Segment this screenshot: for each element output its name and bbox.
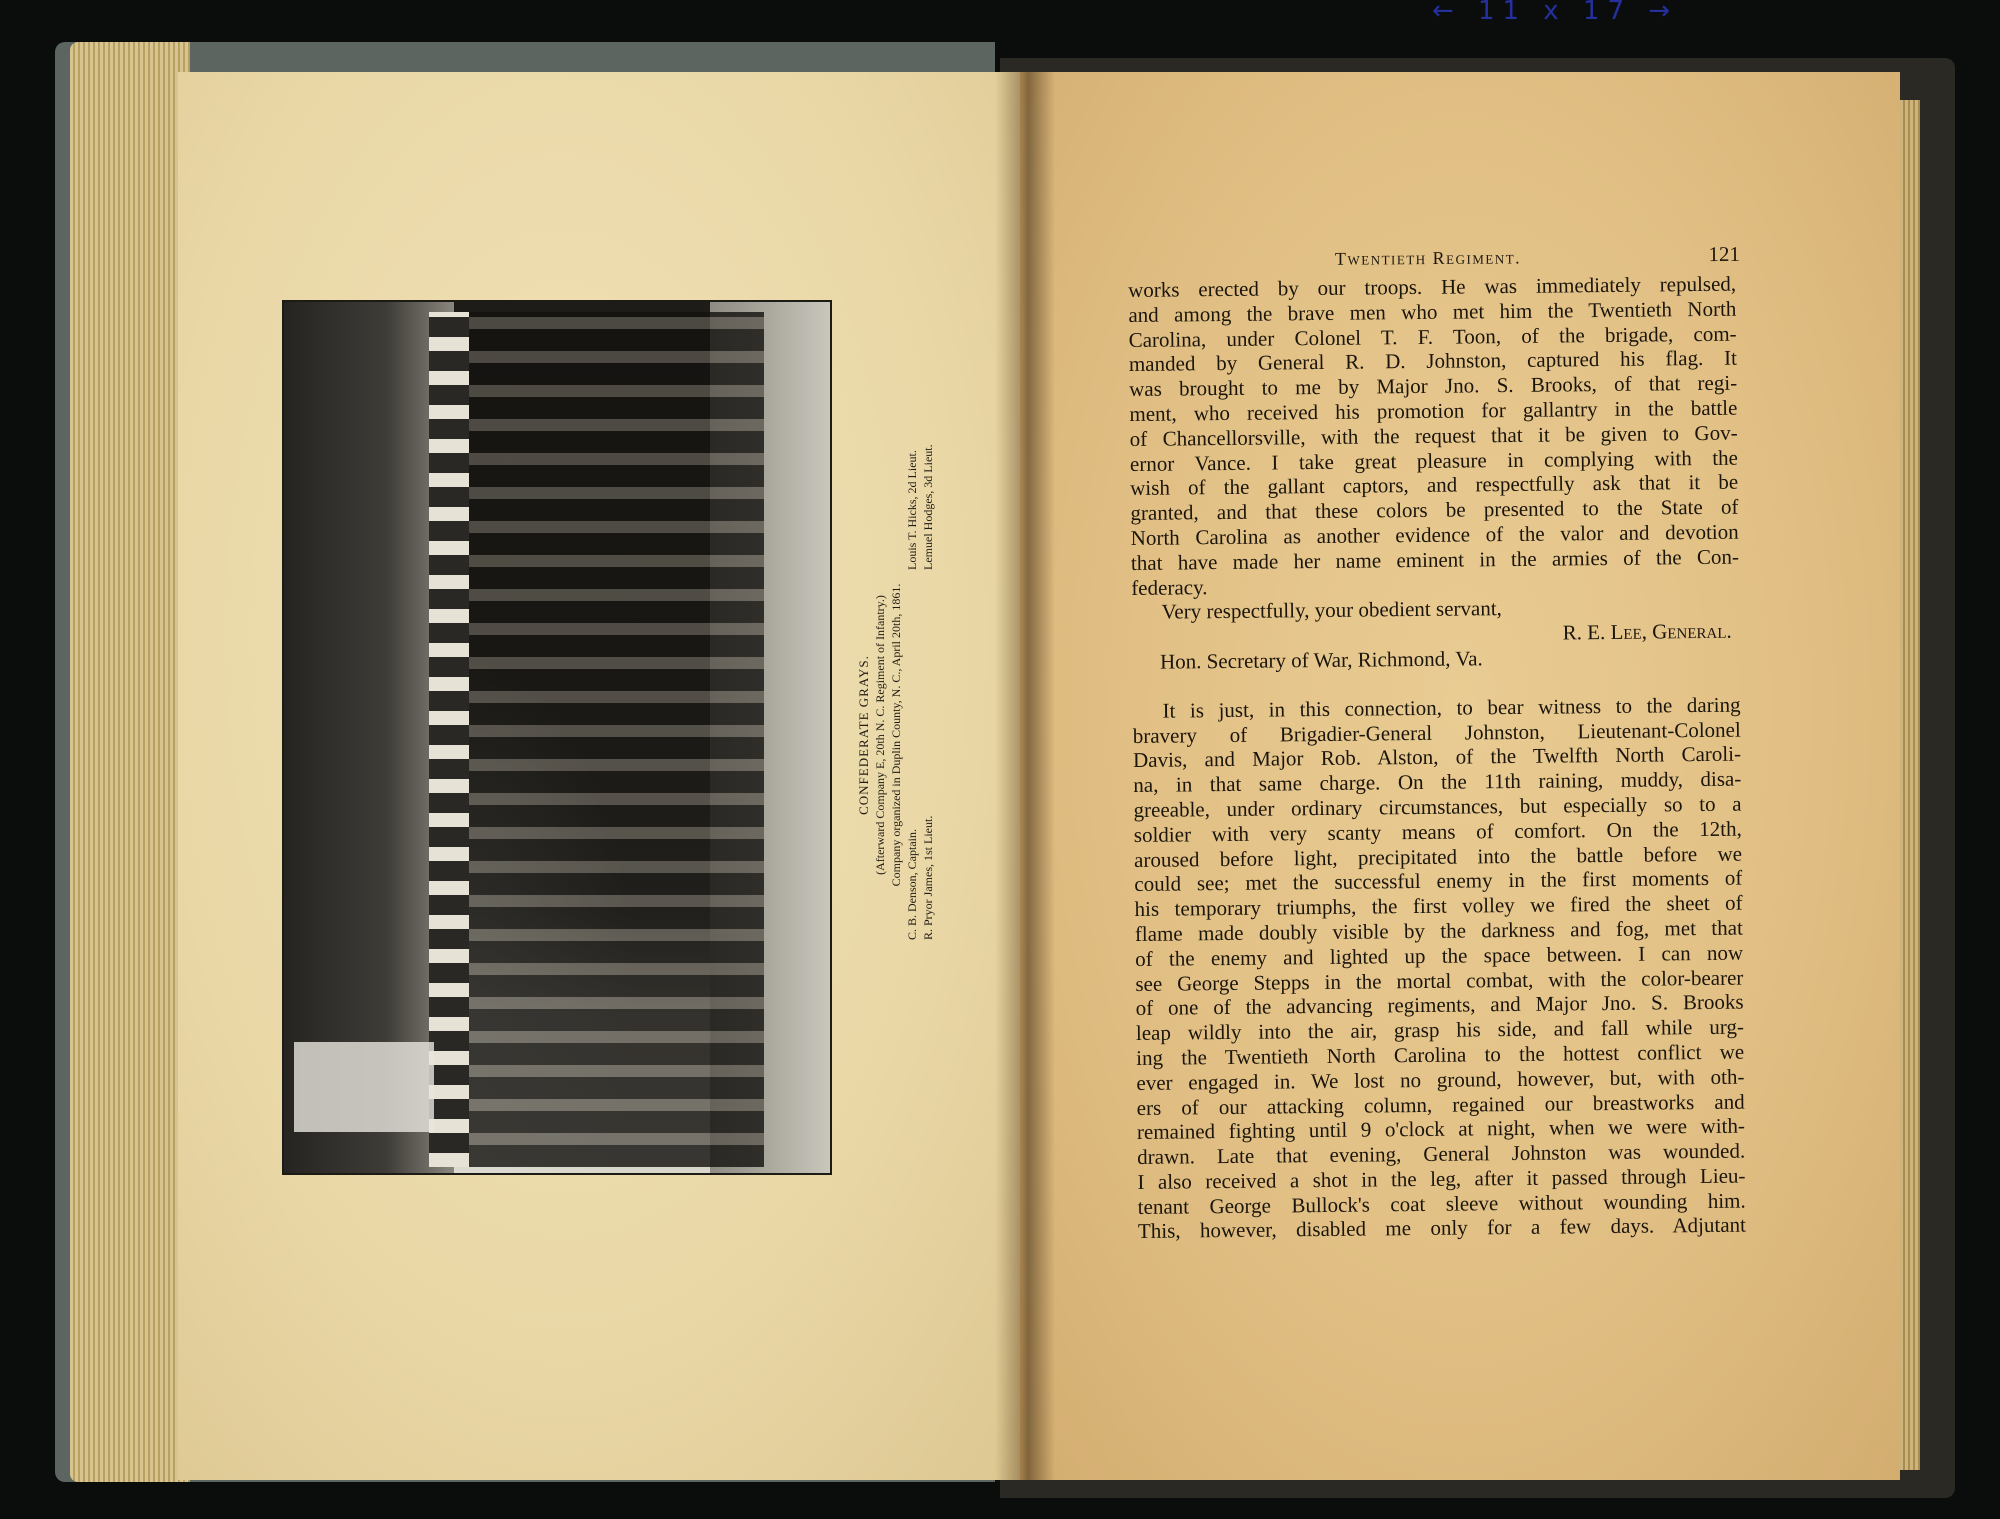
text-line: drawn. Late that evening, General Johnston was wounded.	[1137, 1138, 1746, 1170]
text-line: Carolina, under Colonel T. F. Toon, of the brigade, com-	[1128, 321, 1737, 352]
text-line: could see; met the successful enemy in the first moments of	[1134, 865, 1743, 897]
text-line: remained fighting until 9 o'clock at night, when we were with-	[1136, 1113, 1746, 1145]
text-line: ers of our attacking column, regained our breastworks and	[1136, 1089, 1745, 1120]
photo-caption-text	[855, 300, 943, 1170]
text-line: ing the Twentieth North Carolina to the hottest conflict we	[1136, 1039, 1745, 1070]
photo-soldier-caps	[429, 312, 469, 1167]
text-line: works erected by our troops. He was immediately repulsed,	[1128, 271, 1737, 302]
caption-title: CONFEDERATE GRAYS.	[856, 655, 871, 815]
text-line: federacy.	[1131, 574, 1208, 600]
text-line: ment, who received his promotion for gallantry in the battle	[1129, 395, 1738, 426]
letter-closing: Very respectfully, your obedient servant,	[1161, 596, 1502, 625]
text-line: tenant George Bullock's coat sleeve without wounding him.	[1137, 1188, 1746, 1219]
text-line: ernor Vance. I take great pleasure in complying with the	[1129, 445, 1739, 476]
caption-line-2: Company organized in Duplin County, N. C., April 20th, 1861.	[889, 583, 903, 887]
caption-officers-left	[904, 816, 936, 940]
photo-caption	[855, 300, 943, 1170]
text-line: of one of the advancing regiments, and Major Jno. S. Brooks	[1135, 989, 1744, 1021]
text-line: his temporary triumphs, the first volley we fired the sheet of	[1134, 890, 1743, 922]
running-head: Twentieth Regiment.	[1334, 247, 1522, 269]
caption-officer: Lemuel Hodges, 3d Lieut.	[921, 444, 935, 570]
caption-officer: R. Pryor James, 1st Lieut.	[921, 815, 935, 940]
text-line: bravery of Brigadier-General Johnston, Lieutenant-Colonel	[1132, 717, 1741, 748]
text-line: wish of the gallant captors, and respectfully ask that it be	[1130, 469, 1739, 501]
text-line: aroused before light, precipitated into the battle before we	[1133, 841, 1743, 872]
text-line: North Carolina as another evidence of the valor and devotion	[1130, 519, 1739, 550]
letter-signature: R. E. Lee, General.	[1562, 618, 1732, 645]
confederate-grays-photograph	[282, 300, 832, 1175]
photo-soldiers	[434, 312, 764, 1167]
page-number: 121	[1708, 241, 1741, 267]
text-line: of Chancellorsville, with the request that it be given to Gov-	[1129, 420, 1738, 451]
text-line: I also received a shot in the leg, after it passed through Lieu-	[1137, 1163, 1746, 1194]
text-line: flame made doubly visible by the darkness and fog, met that	[1134, 915, 1743, 946]
caption-officer: C. B. Denson, Captain.	[905, 829, 919, 940]
text-line: greeable, under ordinary circumstances, but especially so to a	[1133, 791, 1742, 822]
caption-officers-right	[904, 444, 936, 570]
text-line: was brought to me by Major Jno. S. Brooks, of that regi-	[1129, 370, 1738, 402]
text-line: and among the brave men who met him the Twentieth North	[1128, 296, 1737, 327]
text-line: manded by General R. D. Johnston, captured his flag. It	[1128, 346, 1737, 377]
scan-size-note: ← 11 x 17 →	[1431, 0, 1679, 26]
text-line: na, in that same charge. On the 11th raining, muddy, disa-	[1133, 766, 1742, 798]
caption-officer: Louis T. Hicks, 2d Lieut.	[905, 450, 919, 570]
text-line: ever engaged in. We lost no ground, however, but, with oth-	[1136, 1064, 1745, 1095]
text-line: granted, and that these colors be presented to the State of	[1130, 494, 1739, 526]
page-body-text	[1128, 272, 1746, 1245]
book-gutter	[995, 72, 1055, 1480]
photo-tent	[294, 1042, 434, 1132]
text-line: leap wildly into the air, grasp his side, and fall while urg-	[1135, 1014, 1744, 1046]
letter-addressee: Hon. Secretary of War, Richmond, Va.	[1159, 646, 1483, 674]
text-line: of the enemy and lighted up the space between. I can now	[1135, 940, 1744, 971]
text-line: Davis, and Major Rob. Alston, of the Twelfth North Caroli-	[1132, 741, 1742, 773]
page-edges-left	[70, 42, 190, 1482]
text-line: soldier with very scanty means of comfort. On the 12th,	[1133, 816, 1742, 847]
caption-officers	[904, 300, 936, 1170]
caption-line-1: (Afterward Company E, 20th N. C. Regiment of Infantry.)	[873, 595, 887, 875]
text-line: see George Stepps in the mortal combat, with the color-bearer	[1135, 965, 1744, 996]
text-line: This, however, disabled me only for a few days. Adjutant	[1137, 1213, 1747, 1244]
text-line: It is just, in this connection, to bear witness to the daring	[1162, 692, 1741, 723]
text-line: that have made her name eminent in the armies of the Con-	[1130, 544, 1740, 575]
